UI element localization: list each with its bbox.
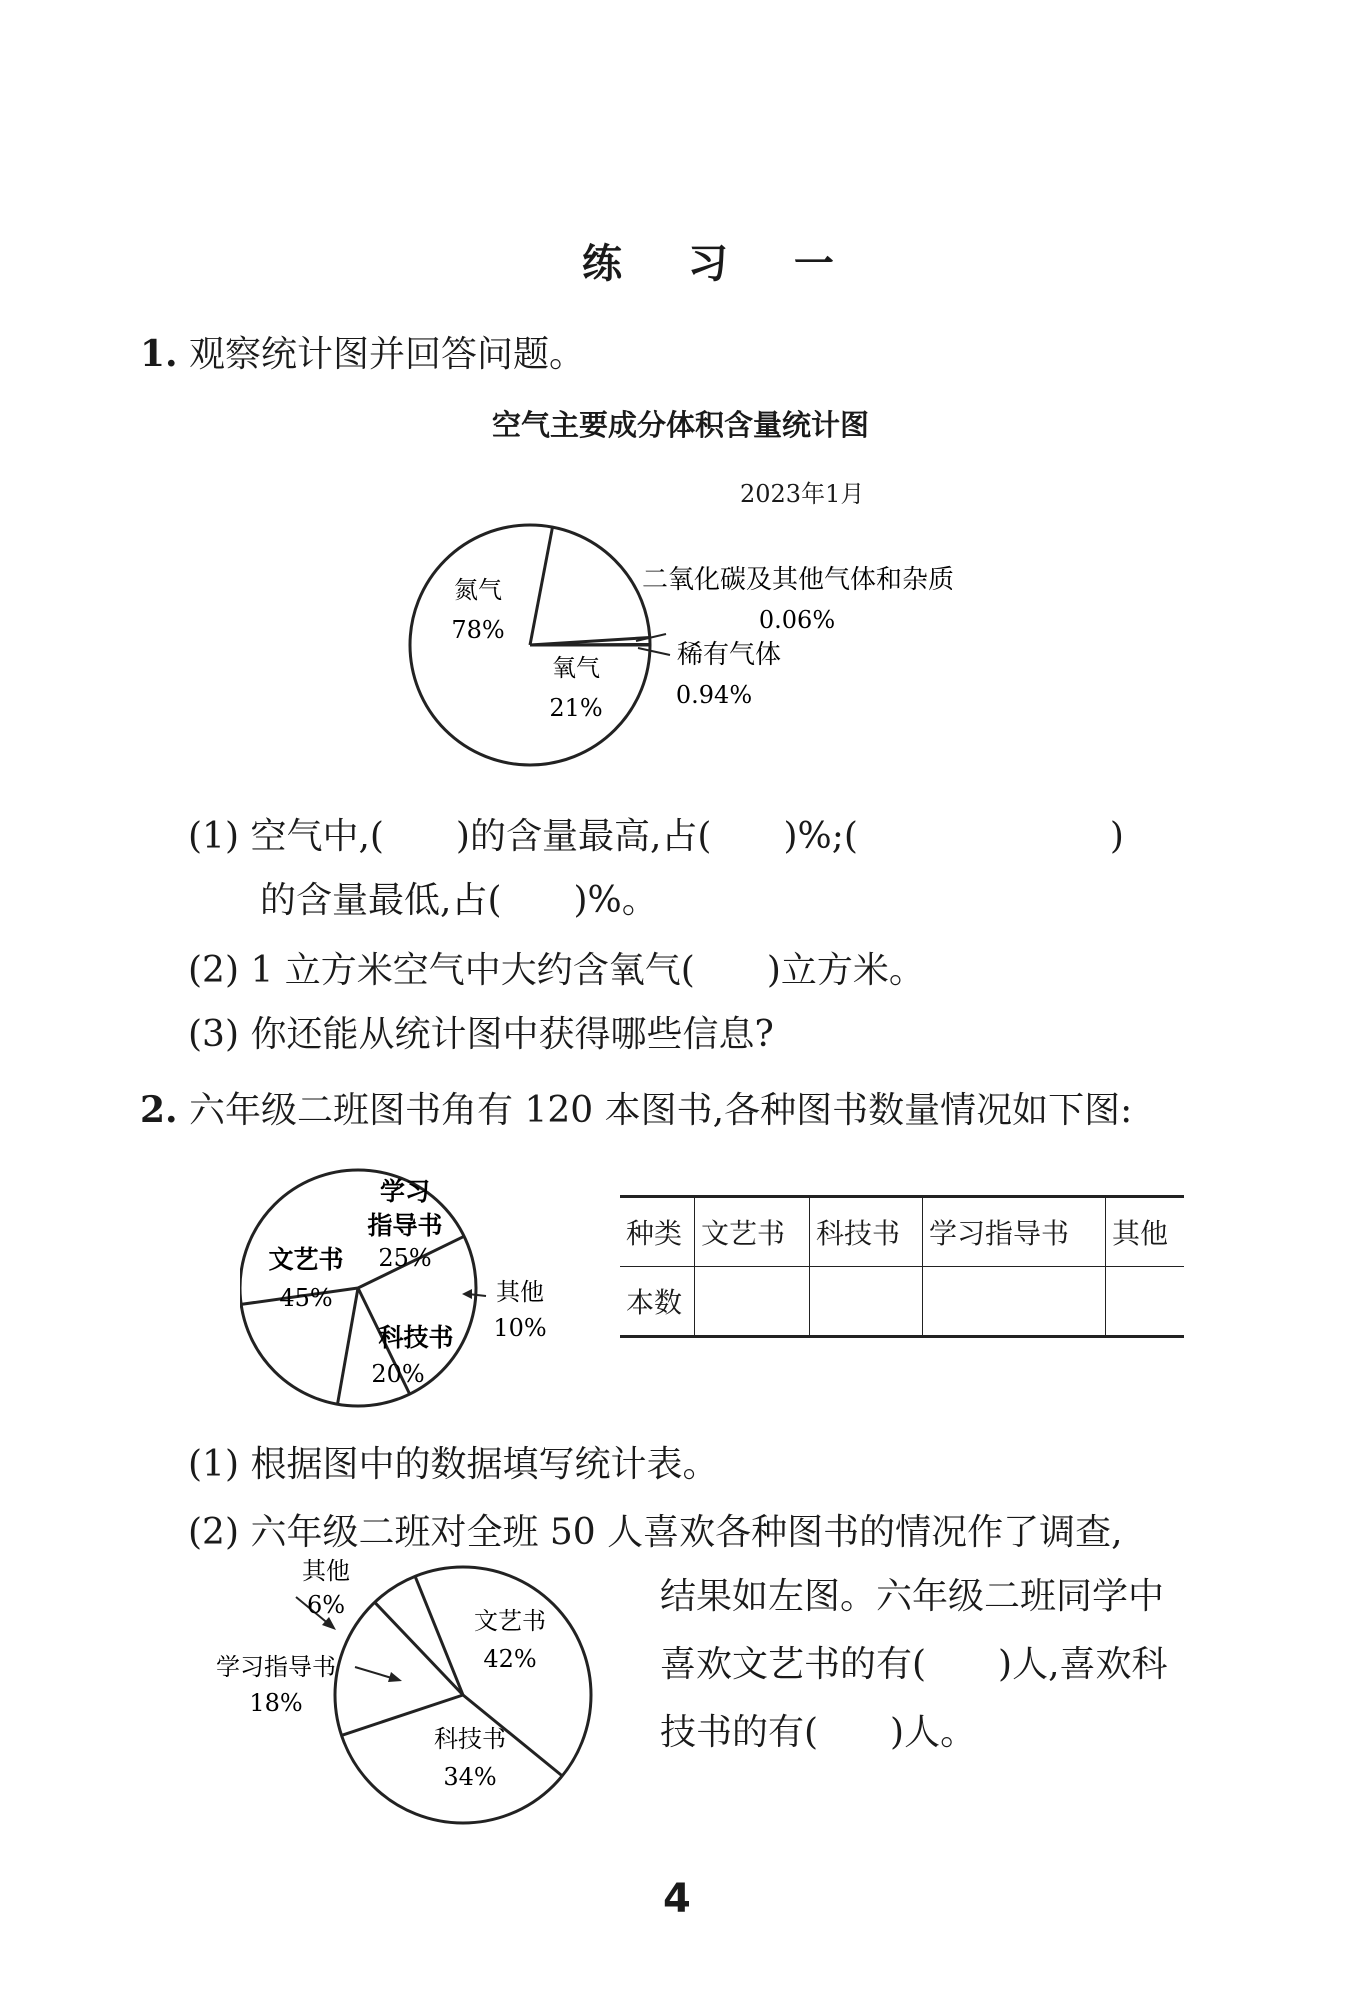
table-header-cell: 其他 bbox=[1106, 1197, 1185, 1267]
table-blank-cell bbox=[1106, 1267, 1185, 1337]
question-prompt: 观察统计图并回答问题。 bbox=[189, 334, 586, 375]
oxygen-label: 氧气 bbox=[552, 654, 600, 682]
question-number: 2. bbox=[140, 1089, 178, 1131]
q1-sub2: (2) 1 立方米空气中大约含氧气( )立方米。 bbox=[188, 950, 925, 991]
table-blank-cell bbox=[695, 1267, 810, 1337]
other-label: 其他 bbox=[302, 1557, 350, 1585]
pie-slice-boundary-co2 bbox=[530, 645, 650, 646]
q1-sub1-line-a: (1) 空气中,( )的含量最高,占( )%;( ) bbox=[188, 816, 1124, 857]
table-header-cell: 种类 bbox=[620, 1197, 695, 1267]
wenyi-percent: 42% bbox=[483, 1645, 537, 1673]
page-number: 4 bbox=[663, 1876, 691, 1922]
keji-percent: 34% bbox=[443, 1763, 497, 1791]
question-2 bbox=[140, 1082, 1132, 1133]
pie-slice-boundary-other bbox=[375, 1602, 463, 1695]
keji-label: 科技书 bbox=[378, 1323, 454, 1352]
pie-slice-boundary-oxygen bbox=[530, 527, 553, 645]
rare-gas-leader-line bbox=[638, 648, 670, 655]
xuexi-label-line2: 指导书 bbox=[367, 1211, 443, 1240]
xuexi-percent: 18% bbox=[249, 1689, 303, 1717]
table-blank-cell bbox=[810, 1267, 923, 1337]
other-percent: 6% bbox=[306, 1591, 346, 1619]
table-header-cell: 科技书 bbox=[810, 1197, 923, 1267]
q2-sub2-line-a: (2) 六年级二班对全班 50 人喜欢各种图书的情况作了调查, bbox=[188, 1512, 1123, 1553]
xuexi-leader-line bbox=[355, 1667, 395, 1679]
q1-sub3: (3) 你还能从统计图中获得哪些信息? bbox=[188, 1014, 774, 1055]
other-percent: 10% bbox=[493, 1314, 547, 1342]
xuexi-label: 学习指导书 bbox=[216, 1653, 336, 1681]
co2-percent: 0.06% bbox=[758, 606, 836, 634]
book-statistics-table bbox=[620, 1195, 1184, 1338]
chart-title: 空气主要成分体积含量统计图 bbox=[492, 408, 870, 442]
table-header-row bbox=[620, 1197, 1184, 1267]
nitrogen-percent: 78% bbox=[451, 616, 505, 644]
xuexi-label-line1: 学习 bbox=[379, 1177, 431, 1206]
wenyi-percent: 45% bbox=[279, 1284, 333, 1312]
question-1 bbox=[140, 326, 585, 377]
air-composition-pie bbox=[380, 510, 1060, 780]
table-row-label: 本数 bbox=[620, 1267, 695, 1337]
nitrogen-label: 氮气 bbox=[454, 576, 502, 604]
xuexi-leader-arrowhead bbox=[388, 1672, 402, 1682]
q2-sub1: (1) 根据图中的数据填写统计表。 bbox=[188, 1444, 719, 1485]
other-label: 其他 bbox=[496, 1278, 544, 1306]
other-arrow-head bbox=[462, 1289, 472, 1299]
page-title: 练 习 一 bbox=[582, 241, 860, 287]
chart-date: 2023年1月 bbox=[740, 480, 865, 508]
xuexi-percent: 25% bbox=[378, 1244, 432, 1272]
question-number: 1. bbox=[140, 333, 178, 375]
pie-slice-boundary-keji bbox=[338, 1288, 359, 1404]
keji-percent: 20% bbox=[371, 1360, 425, 1388]
table-row bbox=[620, 1267, 1184, 1337]
keji-label: 科技书 bbox=[434, 1725, 506, 1753]
co2-label: 二氧化碳及其他气体和杂质 bbox=[642, 565, 955, 595]
book-count-pie bbox=[240, 1160, 580, 1420]
table-header-cell: 学习指导书 bbox=[923, 1197, 1106, 1267]
q1-sub1-line-b: 的含量最低,占( )%。 bbox=[260, 880, 658, 921]
oxygen-percent: 21% bbox=[549, 694, 603, 722]
rare-gas-label: 稀有气体 bbox=[677, 640, 782, 670]
question-prompt: 六年级二班图书角有 120 本图书,各种图书数量情况如下图: bbox=[189, 1090, 1133, 1131]
q2-sub2-line-c: 喜欢文艺书的有( )人,喜欢科 bbox=[660, 1644, 1168, 1685]
rare-gas-percent: 0.94% bbox=[675, 681, 753, 709]
table-blank-cell bbox=[923, 1267, 1106, 1337]
class-preference-pie bbox=[180, 1555, 620, 1825]
wenyi-label: 文艺书 bbox=[474, 1607, 546, 1635]
pie-slice-boundary-wenyi bbox=[415, 1576, 463, 1695]
table-header-cell: 文艺书 bbox=[695, 1197, 810, 1267]
q2-sub2-line-d: 技书的有( )人。 bbox=[660, 1712, 977, 1753]
wenyi-label: 文艺书 bbox=[268, 1245, 344, 1274]
q2-sub2-line-b: 结果如左图。六年级二班同学中 bbox=[660, 1576, 1165, 1617]
